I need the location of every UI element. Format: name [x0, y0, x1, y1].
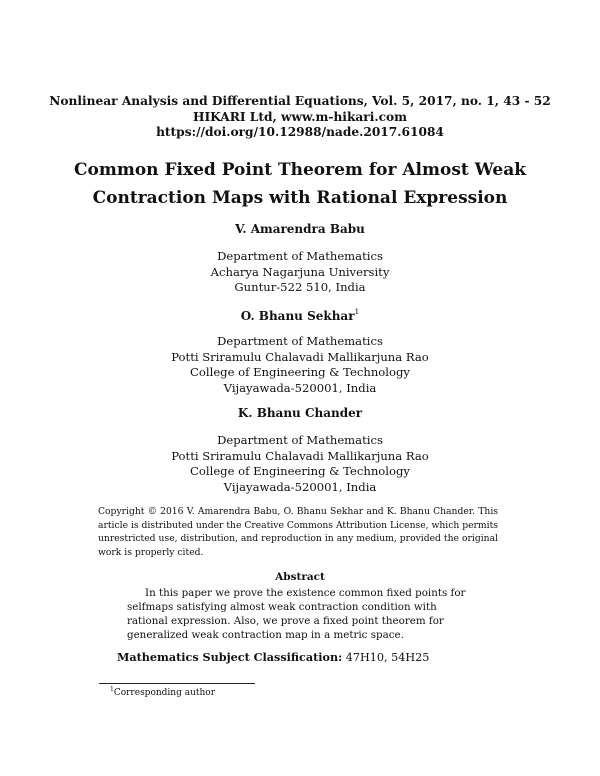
affiliation-line: Potti Sriramulu Chalavadi Mallikarjuna Rao	[171, 349, 429, 364]
affiliation-line: Vijayawada-520001, India	[223, 479, 377, 494]
copyright-notice: Copyright © 2016 V. Amarendra Babu, O. Bhanu Sekhar and K. Bhanu Chander. This article is distributed under the Creative Commons Attribution License, which permits unrestricted use, distribution, and reproduction in any medium, provided the original work is properly cited.	[98, 506, 498, 558]
msc-label: Mathematics Subject Classification:	[117, 650, 343, 664]
subject-classification	[117, 650, 429, 664]
author-1-name: V. Amarendra Babu	[235, 222, 365, 236]
footnote	[110, 686, 215, 698]
title-line-2: Contraction Maps with Rational Expression	[92, 188, 508, 208]
affiliation-line: Vijayawada-520001, India	[223, 380, 377, 395]
affiliation-line: College of Engineering & Technology	[190, 365, 410, 380]
affiliation-line: Department of Mathematics	[217, 249, 383, 263]
msc-codes: 47H10, 54H25	[342, 651, 430, 664]
affiliation-line: College of Engineering & Technology	[190, 464, 410, 479]
author-2-affiliation	[0, 334, 600, 396]
author-3-affiliation	[0, 433, 600, 495]
affiliation-line: Potti Sriramulu Chalavadi Mallikarjuna Rao	[171, 448, 429, 463]
publisher-line: HIKARI Ltd, www.m-hikari.com	[192, 109, 408, 124]
affiliation-line: Guntur-522 510, India	[234, 280, 366, 295]
doi-line: https://doi.org/10.12988/nade.2017.61084	[156, 125, 444, 139]
footnote-divider	[99, 683, 255, 684]
paper-title	[0, 156, 600, 212]
affiliation-line: Acharya Nagarjuna University	[210, 264, 390, 279]
journal-header	[0, 94, 600, 141]
affiliation-line: Department of Mathematics	[217, 433, 383, 447]
footnote-text: Corresponding author	[113, 688, 216, 698]
author-1-affiliation	[0, 249, 600, 296]
author-2-name: O. Bhanu Sekhar$^1$	[240, 307, 360, 323]
abstract-text: In this paper we prove the existence common fixed points for selfmaps satisfying almost weak contraction condition with rational expression. Also, we prove a fixed point theorem for generalized weak contraction map in a metric space.	[127, 587, 466, 641]
journal-citation: Nonlinear Analysis and Differential Equations, Vol. 5, 2017, no. 1, 43 - 52	[49, 94, 551, 108]
footnote-mark: 1	[110, 686, 114, 693]
affiliation-line: Department of Mathematics	[217, 334, 383, 348]
title-line-1: Common Fixed Point Theorem for Almost Weak	[73, 160, 526, 180]
footnote-marker: 1	[354, 307, 360, 316]
author-3-name: K. Bhanu Chander	[237, 406, 363, 420]
abstract-heading: Abstract	[275, 571, 325, 583]
